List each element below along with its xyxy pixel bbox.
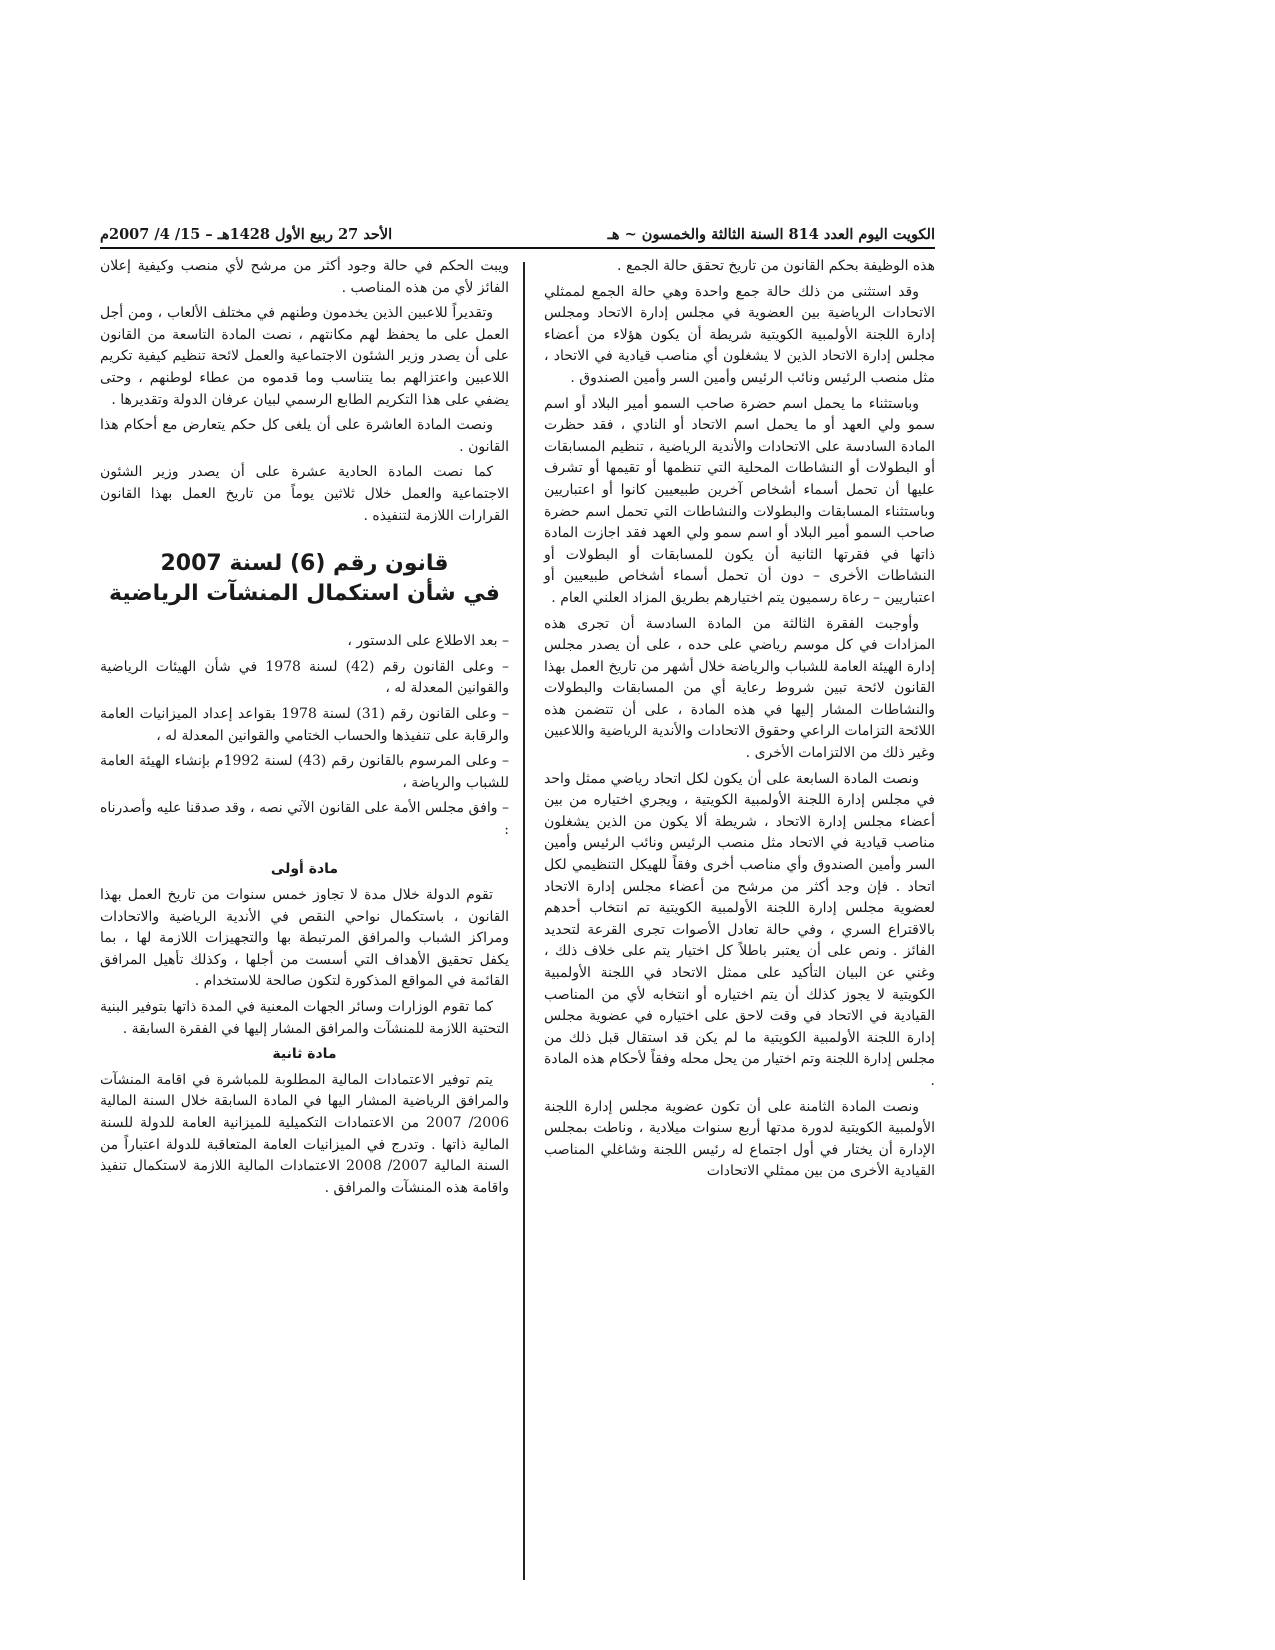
paragraph: وباستثناء ما يحمل اسم حضرة صاحب السمو أمير البلاد أو اسم سمو ولي العهد أو ما يحمل اسم الاتحاد أو النادي ، فقد حظرت المادة السادسة على الاتحادات والأندية الرياضية ، تنظيم المسابقات أو البطولات أو النشاطات المحلية التي تنظمها أو تقيمها أو تشرف عليها أن تحمل أسماء أشخاص آخرين طبيعيين كانوا أو اعتباريين وباستثناء المسابقات والبطولات والنشاطات التي تحمل اسم حضرة صاحب السمو أمير البلاد أو اسم سمو ولي العهد فقد اجازت المادة ذاتها في فقرتها الثانية أن يكون للمسابقات أو البطولات أو النشاطات الأخرى – دون أن تحمل أسماء أشخاص طبيعيين أو اعتباريين – رعاة رسميون يتم اختيارهم بطريق المزاد العلني العام . — [544, 395, 935, 606]
article-2-heading: مادة ثانية — [272, 1046, 337, 1063]
article-1-heading: مادة أولى — [270, 861, 339, 878]
article-2-paragraph: يتم توفير الاعتمادات المالية المطلوبة للمباشرة في اقامة المنشآت والمرافق الرياضية المشار اليها في المادة السابقة خلال السنة المالية 2006/ 2007 من الاعتمادات التكميلية للميزانية العامة للدولة للسنة المالية ذاتها . وتدرج في الميزانيات العامة المتعاقبة للدولة اعتباراً من السنة المالية 2007/ 2008 الاعتمادات المالية اللازمة لاستكمال تنفيذ واقامة هذه المنشآت والمرافق . — [100, 1071, 509, 1196]
preamble-clause: – بعد الاطلاع على الدستور ، — [347, 633, 509, 650]
article-1-paragraph: كما تقوم الوزارات وسائر الجهات المعنية في المدة ذاتها بتوفير البنية التحتية اللازمة للمنشآت والمرافق المشار إليها في الفقرة السابقة . — [100, 999, 509, 1037]
preamble-clause: – وعلى القانون رقم (42) لسنة 1978 في شأن الهيئات الرياضية والقوانين المعدلة له ، — [100, 658, 509, 697]
law-title — [100, 549, 509, 609]
paragraph: ونصت المادة السابعة على أن يكون لكل اتحاد رياضي ممثل واحد في مجلس إدارة اللجنة الأولمبية الكويتية ، ويجري اختياره من بين أعضاء مجلس إدارة الاتحاد ، شريطة ألا يكون من الذين يشغلون مناصب قيادية في الاتحاد مثل منصب الرئيس ونائب الرئيس وأمين السر وأمين الصندوق وأي مناصب أخرى وفقاً للهيكل التنظيمي لكل اتحاد . فإن وجد أكثر من مرشح من أعضاء مجلس إدارة الاتحاد لعضوية مجلس إدارة اللجنة الأولمبية الكويتية تم انتخاب أحدهم بالاقتراع السري ، وفي حالة تعادل الأصوات تجرى القرعة لتحديد الفائز . ونص على أن يعتبر باطلاً كل اختيار يتم على خلاف ذلك ، وغني عن البيان التأكيد على ممثل الاتحاد في اللجنة الأولمبية الكويتية لا يجوز كذلك أن يتم اختياره أو انتخابه لأي من المناصب القيادية في الاتحاد في وقت لاحق على اختياره في عضوية مجلس إدارة اللجنة الأولمبية الكويتية ما لم يكن قد استقال قبل ذلك من مجلس إدارة اللجنة وتم اختيار من يحل محله وفقاً لأحكام هذه المادة . — [544, 770, 935, 1089]
paragraph: ونصت المادة الثامنة على أن تكون عضوية مجلس إدارة اللجنة الأولمبية الكويتية لدورة مدتها أربع سنوات ميلادية ، وناطت بمجلس الإدارة أن يختار في أول اجتماع له رئيس اللجنة وشاغلي المناصب القيادية الأخرى من بين ممثلي الاتحادات — [544, 1098, 935, 1180]
law-title-line-1: قانون رقم (6) لسنة 2007 — [160, 551, 449, 577]
preamble-clause: – وعلى القانون رقم (31) لسنة 1978 بقواعد إعداد الميزانيات العامة والرقابة على تنفيذها والحساب الختامي والقوانين المعدلة له ، — [100, 705, 509, 744]
paragraph: ويبت الحكم في حالة وجود أكثر من مرشح لأي منصب وكيفية إعلان الفائز لأي من هذه المناصب . — [100, 258, 509, 296]
paragraph: ونصت المادة العاشرة على أن يلغى كل حكم يتعارض مع أحكام هذا القانون . — [100, 417, 509, 455]
article-1-paragraph: تقوم الدولة خلال مدة لا تجاوز خمس سنوات من تاريخ العمل بهذا القانون ، باستكمال نواحي النقص في الأندية الرياضية والاتحادات ومراكز الشباب والمرافق المرتبطة بها والتجهيزات اللازمة لها ، بما يكفل تحقيق الأهداف التي أسست من أجلها ، وكذلك تأهيل المرافق القائمة في المواقع المذكورة لتكون صالحة للاستخدام . — [100, 887, 509, 990]
header-rule — [100, 247, 935, 249]
page-header — [100, 221, 935, 247]
law-preamble — [100, 631, 509, 841]
header-publication: الكويت اليوم العدد 814 السنة الثالثة والخمسون ~ هـ — [607, 225, 935, 243]
paragraph: وقد استثنى من ذلك حالة جمع واحدة وهي حالة الجمع لممثلي الاتحادات الرياضية بين العضوية في مجلس إدارة الاتحاد ومجلس إدارة اللجنة الأولمبية الكويتية شريطة أن يكون هؤلاء من أعضاء مجلس إدارة الاتحاد الذين لا يشغلون أي مناصب قيادية في الاتحاد ، مثل منصب الرئيس ونائب الرئيس وأمين السر وأمين الصندوق . — [544, 283, 935, 386]
law-title-line-2: في شأن استكمال المنشآت الرياضية — [109, 581, 500, 607]
preamble-clause: – وعلى المرسوم بالقانون رقم (43) لسنة 1992م بإنشاء الهيئة العامة للشباب والرياضة ، — [100, 753, 509, 791]
header-date: الأحد 27 ربيع الأول 1428هـ – 15/ 4/ 2007م — [100, 225, 393, 243]
paragraph: وأوجبت الفقرة الثالثة من المادة السادسة أن تجرى هذه المزادات في كل موسم رياضي على حده ، على أن يصدر مجلس إدارة الهيئة العامة للشباب والرياضة خلال أشهر من تاريخ العمل بهذا القانون لائحة تبين شروط رعاية أي من المسابقات والبطولات والنشاطات المشار إليها في هذه المادة ، على أن تتضمن هذه اللائحة التزامات الراعي وحقوق الاتحادات والأندية الرياضية واللاعبين وغير ذلك من الالتزامات الأخرى . — [544, 615, 935, 762]
right-column — [544, 256, 935, 1187]
left-column — [100, 256, 509, 1203]
paragraph: وتقديراً للاعبين الذين يخدمون وطنهم في مختلف الألعاب ، ومن أجل العمل على ما يحفظ لهم مكانتهم ، نصت المادة التاسعة من القانون على أن يصدر وزير الشئون الاجتماعية والعمل لائحة تنظيم كيفية تكريم اللاعبين واعتزالهم بما يتناسب وما قدموه من عطاء لوطنهم ، وحتى يضفي على هذا التكريم الطابع الرسمي لبيان عرفان الدولة وتقديرها . — [100, 305, 509, 408]
preamble-clause: – وافق مجلس الأمة على القانون الآتي نصه ، وقد صدقنا عليه وأصدرناه : — [100, 800, 509, 838]
paragraph: هذه الوظيفة بحكم القانون من تاريخ تحقق حالة الجمع . — [617, 258, 935, 274]
column-divider — [523, 262, 525, 1580]
paragraph: كما نصت المادة الحادية عشرة على أن يصدر وزير الشئون الاجتماعية والعمل خلال ثلاثين يوماً من تاريخ العمل بهذا القانون القرارات اللازمة لتنفيذه . — [100, 464, 509, 524]
